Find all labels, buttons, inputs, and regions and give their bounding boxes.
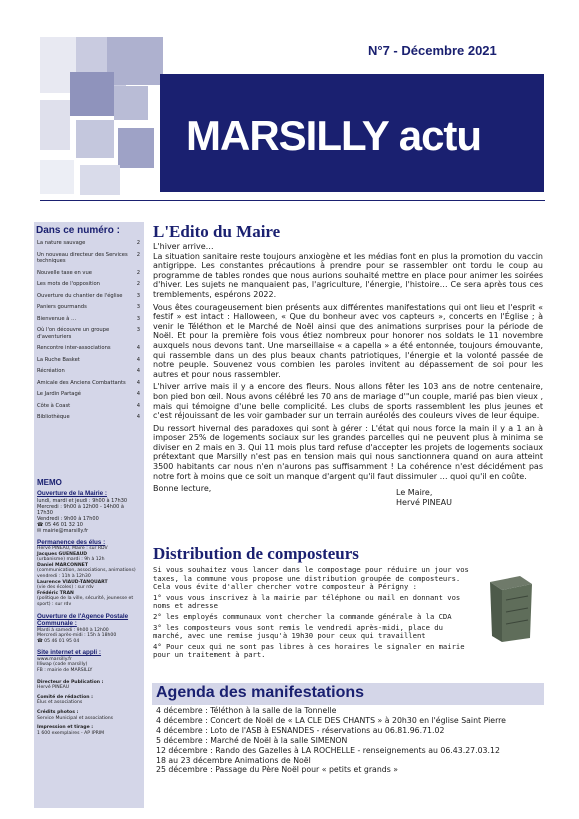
elus-name: Jacques GUENEAUD: [37, 551, 88, 557]
edito-paragraph: Vous êtes courageusement bien présents aux différentes manifestations qui ont lieu et l'esprit « festif » est intact : Halloween, « Que du bonheur avec vos capteurs », concerts en l'Église ; à venir le Téléthon et le Marché de Noël ainsi que des animations surprises pour la période de Noël. Et pour la première fois vous étiez nombreux pour honorer nos soldats le 11 novembre auxquels nous devons tant. Une marseillaise « a capella » a été entonnée, toujours émouvante, qui rassemble dans un des plus beaux chants patriotiques, l'énergie et la volonté passée de notre peuple. Souvenez vous combien les paroles invitent au dépassement de soi pour les autres et pour nous rassembler.: [153, 302, 543, 379]
director-name: Hervé PINEAU: [37, 685, 70, 691]
toc-item[interactable]: [37, 391, 140, 398]
signature-name: Hervé PINEAU: [396, 498, 452, 507]
toc-item-page: 2: [136, 269, 140, 276]
toc-item-page: 4: [136, 414, 140, 420]
composter-image: [480, 572, 538, 648]
toc-item-label: Les mots de l'opposition: [37, 281, 100, 287]
elus-heading: Permanence des élus :: [37, 538, 106, 546]
elus-line: (politique de la ville, sécurité, jeunesse et sport) : sur rdv: [37, 596, 134, 607]
toc-item-label: Un nouveau directeur des Services techniques: [37, 251, 128, 264]
toc-item[interactable]: [37, 414, 140, 421]
toc-item-page: 3: [136, 315, 140, 322]
committee-value: Élus et associations: [37, 700, 83, 706]
toc-item-label: Amicale des Anciens Combattants: [37, 379, 126, 386]
table-of-contents: [37, 240, 140, 426]
director-label: Directeur de Publication :: [37, 679, 104, 685]
agence-phone: ☎ 05 46 01 95 04: [37, 638, 80, 644]
toc-item[interactable]: [37, 327, 140, 340]
newsletter-title: MARSILLY actu: [186, 112, 482, 159]
edito-paragraph: Bonne lecture,: [153, 484, 212, 494]
memo-block: [37, 490, 141, 736]
site-app: Illiwap (code marsilly): [37, 662, 88, 668]
header-divider: [40, 200, 545, 201]
mairie-hours-line: lundi, mardi et jeudi : 9h00 à 17h30: [37, 497, 128, 504]
composteurs-body: [153, 566, 475, 662]
elus-name: Daniel MARCONNET: [37, 562, 88, 568]
toc-item[interactable]: [37, 240, 140, 247]
toc-item-label: Bienvenue à …: [37, 315, 77, 322]
toc-item-label: Récréation: [37, 368, 65, 374]
toc-item-label: Où l'on découvre un groupe d'aventuriers: [37, 327, 110, 340]
composteurs-step: 4° Pour ceux qui ne sont pas libres à ces horaires le signaler en mairie pour un traitement à part.: [153, 641, 465, 660]
toc-item[interactable]: [37, 357, 140, 364]
toc-item-label: Le Jardin Partagé: [37, 391, 81, 397]
toc-item-page: 2: [136, 251, 140, 258]
toc-item-page: 4: [136, 368, 140, 374]
toc-item-label: La Ruche Basket: [37, 356, 80, 363]
agenda-item: 5 décembre : Marché de Noël à la salle SIMENON: [156, 735, 348, 745]
agenda-item: 25 décembre : Passage du Père Noël pour « petits et grands »: [156, 765, 399, 775]
toc-item-label: Rencontre inter-associations: [37, 345, 111, 351]
toc-item-page: 4: [136, 402, 140, 409]
toc-item-label: Ouverture du chantier de l'église: [37, 292, 123, 299]
composteurs-step: 1° vous vous inscrivez à la mairie par téléphone ou mail en donnant vos noms et adresse: [153, 592, 461, 611]
agenda-heading: Agenda des manifestations: [156, 684, 365, 701]
toc-item[interactable]: [37, 281, 140, 288]
toc-item-label: Bibliothèque: [37, 414, 70, 420]
elus-name: Laurence VIAUD-TANQUART: [37, 579, 108, 585]
toc-item-page: 4: [136, 391, 140, 397]
edito-paragraph: La situation sanitaire reste toujours anxiogène et les médias font en plus la promotion du vaccin antigrippe. Les constantes précautions à prendre pour se rassembler ont tordu le coup au programme de tables rondes que nous aurions souhaité mettre en place pour animer les soirées d'hiver. Les sujets ne manquaient pas, l'agriculture, l'énergie, l'histoire… Ce sera après tous ces tremblements, espérons 2022.: [153, 251, 543, 299]
committee-label: Comité de rédaction :: [37, 694, 93, 700]
toc-item[interactable]: [37, 270, 140, 277]
toc-item-label: Nouvelle taxe en vue: [37, 269, 92, 276]
site-facebook: FB : mairie de MARSILLY: [37, 668, 93, 673]
credits-label: Crédits photos :: [37, 709, 79, 715]
print-label: Impression et tirage :: [37, 725, 94, 731]
composteurs-step: 3° les composteurs vous sont remis le vendredi après-midi, place du marché, avec une remise jusqu'à 19h30 pour ceux qui travaillent: [153, 622, 443, 641]
mairie-hours-line: Mercredi : 9h00 à 12h00 - 14h00 à 17h30: [37, 503, 124, 516]
edito-heading: L'Edito du Maire: [153, 222, 281, 241]
toc-item-page: 3: [136, 327, 140, 333]
agenda-item: 4 décembre : Concert de Noël de « LA CLE DES CHANTS » à 20h30 en l'église Saint Pierre: [156, 715, 506, 725]
credits-value: Service Municipal et associations: [37, 715, 114, 721]
toc-item-page: 4: [136, 356, 140, 363]
toc-item-label: Paniers gourmands: [37, 304, 87, 310]
toc-item-label: La nature sauvage: [37, 240, 86, 246]
toc-item-page: 4: [136, 345, 140, 351]
toc-item-page: 3: [136, 304, 140, 310]
signature: [396, 488, 452, 508]
agenda-item: 4 décembre : Téléthon à la salle de la Tonnelle: [156, 706, 337, 715]
mairie-hours-heading: Ouverture de la Mairie :: [37, 490, 107, 497]
site-link[interactable]: www.marsilly.fr: [37, 656, 72, 662]
edito-body: [153, 242, 543, 497]
toc-item[interactable]: [37, 304, 140, 311]
elus-name: Frédéric TRAN: [37, 590, 74, 596]
print-value: 1 600 exemplaires - AP IPRIM: [37, 730, 105, 736]
mairie-hours-line: Vendredi : 9h00 à 17h00: [37, 515, 99, 522]
signature-title: Le Maire,: [396, 488, 433, 497]
toc-item-page: 4: [136, 379, 140, 386]
toc-item[interactable]: [37, 293, 140, 300]
toc-item[interactable]: [37, 252, 140, 265]
memo-title: MEMO: [37, 478, 62, 487]
edito-paragraph: L'hiver arrive mais il y a encore des fleurs. Nous allons fêter les 103 ans de notre centenaire, bon pied bon œil. Nous avons célébré les 70 ans de mariage d'"un couple, marié pas bien vieux , mais qui témoigne d'une belle complicité. Les clubs de sports rassemblent les plus jeunes et c'est réjouissant de les voir gambader sur un terrain auréolés des couleurs vives de leur équipe.: [153, 382, 543, 421]
toc-item[interactable]: [37, 345, 140, 352]
composteurs-paragraph: Si vous souhaitez vous lancer dans le compostage pour réduire un jour vos taxes, la commune vous propose une distribution groupée de composteurs. Cela vous évite d'aller chercher votre composteur à Périgny :: [153, 565, 469, 592]
agence-line: Mercredi après-midi : 15h à 18h00: [37, 633, 117, 639]
agenda-list: [156, 706, 548, 775]
site-heading: Site internet et appli :: [37, 649, 102, 657]
mairie-phone: ☎ 05 46 01 32 10: [37, 521, 83, 528]
toc-item[interactable]: [37, 368, 140, 375]
agenda-item: 4 décembre : Loto de l'ASB à ESNANDES - réservations au 06.81.96.71.02: [156, 725, 445, 735]
toc-item[interactable]: [37, 403, 140, 410]
agenda-item: 18 au 23 décembre Animations de Noël: [156, 755, 311, 765]
elus-line: (urbanisme) mardi : 9h à 12h: [37, 557, 105, 563]
issue-number: N°7 - Décembre 2021: [368, 43, 497, 58]
toc-item-label: Côte à Coast: [37, 402, 71, 409]
toc-item-page: 2: [136, 281, 140, 287]
elus-line: (communication, associations, animations) vendredi : 11h à 12h30: [37, 568, 136, 579]
composteurs-step: 2° les employés communaux vont chercher la commande générale à la CDA: [153, 611, 452, 621]
toc-title: Dans ce numéro :: [36, 225, 120, 236]
agence-line: Mardi à samedi : 9h00 à 12h00: [37, 627, 109, 633]
toc-item[interactable]: [37, 380, 140, 387]
elus-line: Hervé PINEAU, Maire : sur RDV: [37, 546, 108, 551]
mairie-email: ✉ mairie@marsilly.fr: [37, 527, 89, 534]
toc-item-page: 2: [136, 240, 140, 246]
edito-paragraph: Du ressort hivernal des paradoxes qui sont à gérer : L'état qui nous force la main il y a 1 an à imposer 25% de logements sociaux sur les grandes parcelles qui ne peuvent plus à minima se diviser en 2 mais en 3. Qui 11 mois plus tard refuse d'accepter les projets de logements sociaux prétextant que Marsilly n'est pas en tension mais qui nous sanctionnera quand on aura atteint 3500 habitants car nous n'en n'aurons pas suffisamment ! La cohérence n'est décidément pas notre fort à moins que ce soit un manque d'argent qu'il faut dissimuler … quoi qu'il en coûte.: [153, 423, 543, 481]
toc-item[interactable]: [37, 316, 140, 323]
composteurs-heading: Distribution de composteurs: [153, 544, 359, 563]
elus-line: (vie des écoles) : sur rdv: [37, 585, 94, 591]
edito-paragraph: L'hiver arrive…: [153, 242, 214, 251]
agenda-item: 12 décembre : Rando des Gazelles à LA ROCHELLE - renseignements au 06.43.27.03.12: [156, 745, 500, 755]
agence-heading: Ouverture de l'Agence Postale Communale :: [37, 612, 129, 628]
toc-item-page: 3: [136, 292, 140, 299]
